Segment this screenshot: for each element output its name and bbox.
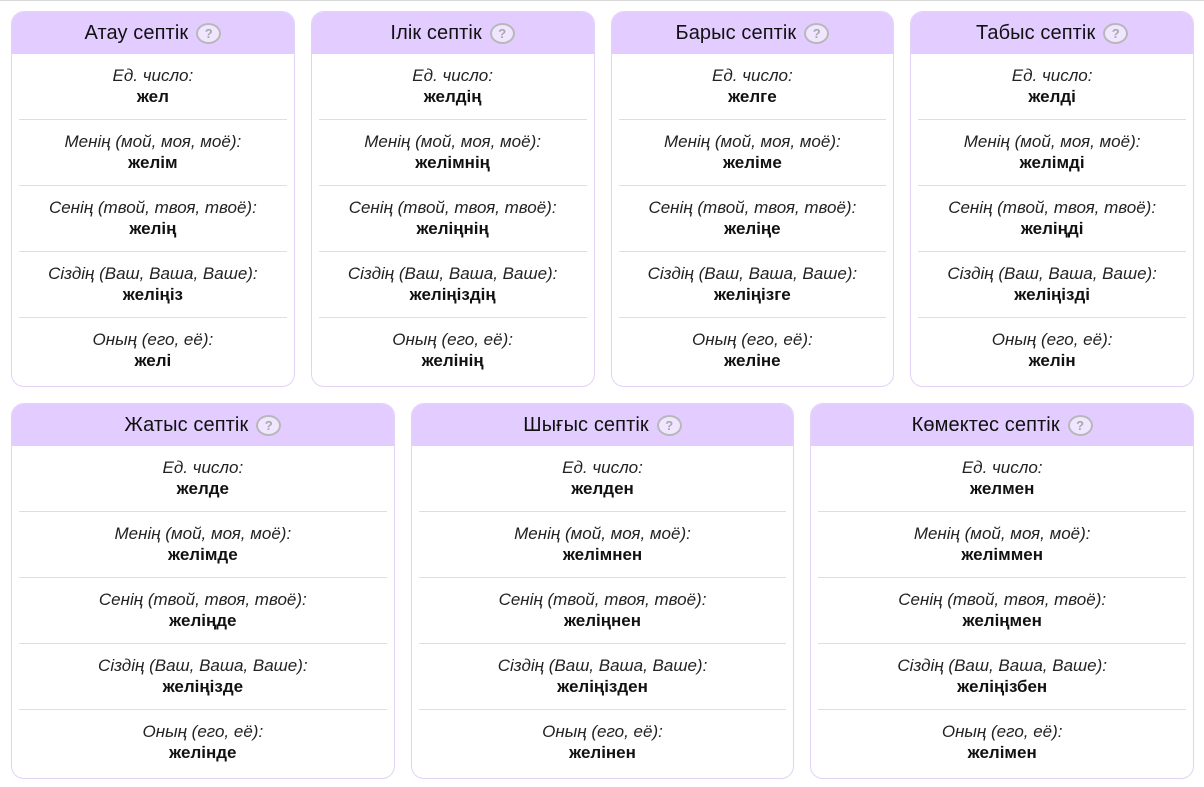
form-singular xyxy=(19,54,287,120)
form-value: желде xyxy=(176,479,229,498)
help-icon[interactable]: ? xyxy=(490,23,515,44)
form-his-her xyxy=(619,318,887,383)
form-value: желіне xyxy=(724,351,781,370)
form-label: Менің (мой, моя, моё): xyxy=(114,524,292,543)
form-label: Сіздің (Ваш, Ваша, Ваше): xyxy=(48,264,258,283)
form-label: Менің (мой, моя, моё): xyxy=(664,132,841,151)
form-label: Ед. число: xyxy=(112,66,194,85)
form-value: желіңнен xyxy=(563,611,642,630)
form-label: Менің (мой, моя, моё): xyxy=(913,524,1091,543)
top-divider xyxy=(0,0,1204,1)
case-card-tabys xyxy=(910,11,1194,387)
form-value: желді xyxy=(1028,87,1076,106)
form-value: желіңмен xyxy=(962,611,1042,630)
form-my xyxy=(918,120,1186,186)
form-value: желдің xyxy=(423,87,482,106)
form-label: Ед. число: xyxy=(961,458,1043,477)
form-his-her xyxy=(19,318,287,383)
case-card-ilik xyxy=(311,11,595,387)
form-his-her xyxy=(419,710,787,775)
form-your xyxy=(19,578,387,644)
form-value: желіме xyxy=(722,153,782,172)
form-label: Оның (его, её): xyxy=(392,330,513,349)
card-header xyxy=(911,12,1193,54)
form-value: желінің xyxy=(421,351,484,370)
form-your-polite xyxy=(19,644,387,710)
form-value: желімнің xyxy=(415,153,490,172)
case-card-shygys xyxy=(411,403,795,779)
help-icon[interactable]: ? xyxy=(1103,23,1128,44)
form-label: Ед. число: xyxy=(162,458,244,477)
form-your xyxy=(918,186,1186,252)
form-label: Сенің (твой, твоя, твоё): xyxy=(948,198,1157,217)
case-card-atau xyxy=(11,11,295,387)
card-header xyxy=(12,404,394,446)
case-card-komektes xyxy=(810,403,1194,779)
form-label: Менің (мой, моя, моё): xyxy=(514,524,691,543)
form-value: желің xyxy=(129,219,177,238)
card-header xyxy=(12,12,294,54)
form-value: желімді xyxy=(1019,153,1085,172)
card-title: Ілік септік xyxy=(390,21,482,44)
form-label: Оның (его, её): xyxy=(692,330,813,349)
card-title: Көмектес септік xyxy=(911,413,1060,436)
form-value: желім xyxy=(128,153,178,172)
form-value: желімде xyxy=(168,545,238,564)
form-label: Сенің (твой, твоя, твоё): xyxy=(348,198,557,217)
form-singular xyxy=(619,54,887,120)
form-value: желге xyxy=(728,87,777,106)
form-value: желі xyxy=(134,351,172,370)
form-your xyxy=(419,578,787,644)
form-value: желіңді xyxy=(1020,219,1084,238)
card-title: Жатыс септік xyxy=(124,413,249,436)
form-value: желіммен xyxy=(961,545,1044,564)
form-your xyxy=(19,186,287,252)
form-label: Сіздің (Ваш, Ваша, Ваше): xyxy=(347,264,558,283)
help-icon[interactable]: ? xyxy=(256,415,281,436)
form-singular xyxy=(918,54,1186,120)
form-value: желіңіздің xyxy=(409,285,496,304)
form-label: Сіздің (Ваш, Ваша, Ваше): xyxy=(647,264,858,283)
form-label: Ед. число: xyxy=(1011,66,1093,85)
form-value: желіңізге xyxy=(713,285,791,304)
form-label: Сіздің (Ваш, Ваша, Ваше): xyxy=(897,656,1107,675)
help-icon[interactable]: ? xyxy=(804,23,829,44)
form-value: желіңе xyxy=(724,219,781,238)
form-label: Сіздің (Ваш, Ваша, Ваше): xyxy=(98,656,308,675)
form-his-her xyxy=(19,710,387,775)
card-header xyxy=(312,12,594,54)
form-label: Менің (мой, моя, моё): xyxy=(364,132,541,151)
form-his-her xyxy=(818,710,1186,775)
help-icon[interactable]: ? xyxy=(1068,415,1093,436)
card-title: Атау септік xyxy=(84,21,189,44)
form-value: желіңізбен xyxy=(957,677,1048,696)
form-value: желіңде xyxy=(169,611,237,630)
form-your-polite xyxy=(918,252,1186,318)
form-value: желін xyxy=(1028,351,1076,370)
form-label: Сенің (твой, твоя, твоё): xyxy=(98,590,307,609)
form-value: желіңізден xyxy=(557,677,648,696)
case-card-barys xyxy=(611,11,895,387)
form-your xyxy=(319,186,587,252)
card-title: Шығыс септік xyxy=(523,413,649,436)
form-my xyxy=(19,512,387,578)
form-label: Ед. число: xyxy=(562,458,643,477)
card-title: Барыс септік xyxy=(675,21,797,44)
form-singular xyxy=(419,446,787,512)
form-my xyxy=(818,512,1186,578)
form-value: желіңізде xyxy=(162,677,244,696)
form-label: Сіздің (Ваш, Ваша, Ваше): xyxy=(497,656,708,675)
form-his-her xyxy=(319,318,587,383)
form-value: желден xyxy=(571,479,634,498)
form-value: желіңіз xyxy=(122,285,183,304)
form-label: Сенің (твой, твоя, твоё): xyxy=(648,198,857,217)
form-label: Сенің (твой, твоя, твоё): xyxy=(48,198,257,217)
cards-row-1 xyxy=(11,11,1194,387)
help-icon[interactable]: ? xyxy=(657,415,682,436)
card-header xyxy=(612,12,894,54)
cards-row-2 xyxy=(11,403,1194,779)
form-value: желімнен xyxy=(562,545,643,564)
form-singular xyxy=(818,446,1186,512)
form-label: Оның (его, её): xyxy=(991,330,1113,349)
form-value: желінде xyxy=(169,743,237,762)
form-my xyxy=(419,512,787,578)
form-value: жел xyxy=(136,87,169,106)
card-header xyxy=(412,404,794,446)
form-label: Менің (мой, моя, моё): xyxy=(963,132,1141,151)
form-singular xyxy=(319,54,587,120)
form-label: Оның (его, её): xyxy=(142,722,264,741)
form-label: Ед. число: xyxy=(412,66,493,85)
card-title: Табыс септік xyxy=(975,21,1096,44)
form-label: Оның (его, её): xyxy=(92,330,214,349)
form-my xyxy=(319,120,587,186)
form-label: Ед. число: xyxy=(712,66,793,85)
form-your-polite xyxy=(19,252,287,318)
form-label: Сенің (твой, твоя, твоё): xyxy=(898,590,1107,609)
form-label: Оның (его, её): xyxy=(941,722,1063,741)
form-value: желіңізді xyxy=(1014,285,1090,304)
form-your xyxy=(818,578,1186,644)
form-your xyxy=(619,186,887,252)
form-label: Оның (его, её): xyxy=(542,722,663,741)
form-label: Сіздің (Ваш, Ваша, Ваше): xyxy=(947,264,1157,283)
form-your-polite xyxy=(319,252,587,318)
case-card-zhatys xyxy=(11,403,395,779)
help-icon[interactable]: ? xyxy=(196,23,221,44)
form-your-polite xyxy=(818,644,1186,710)
form-my xyxy=(619,120,887,186)
form-his-her xyxy=(918,318,1186,383)
form-your-polite xyxy=(419,644,787,710)
form-value: желінен xyxy=(569,743,636,762)
card-header xyxy=(811,404,1193,446)
form-value: желіңнің xyxy=(416,219,489,238)
form-your-polite xyxy=(619,252,887,318)
form-value: желімен xyxy=(967,743,1037,762)
form-singular xyxy=(19,446,387,512)
form-label: Сенің (твой, твоя, твоё): xyxy=(498,590,707,609)
form-my xyxy=(19,120,287,186)
form-value: желмен xyxy=(969,479,1035,498)
form-label: Менің (мой, моя, моё): xyxy=(64,132,242,151)
